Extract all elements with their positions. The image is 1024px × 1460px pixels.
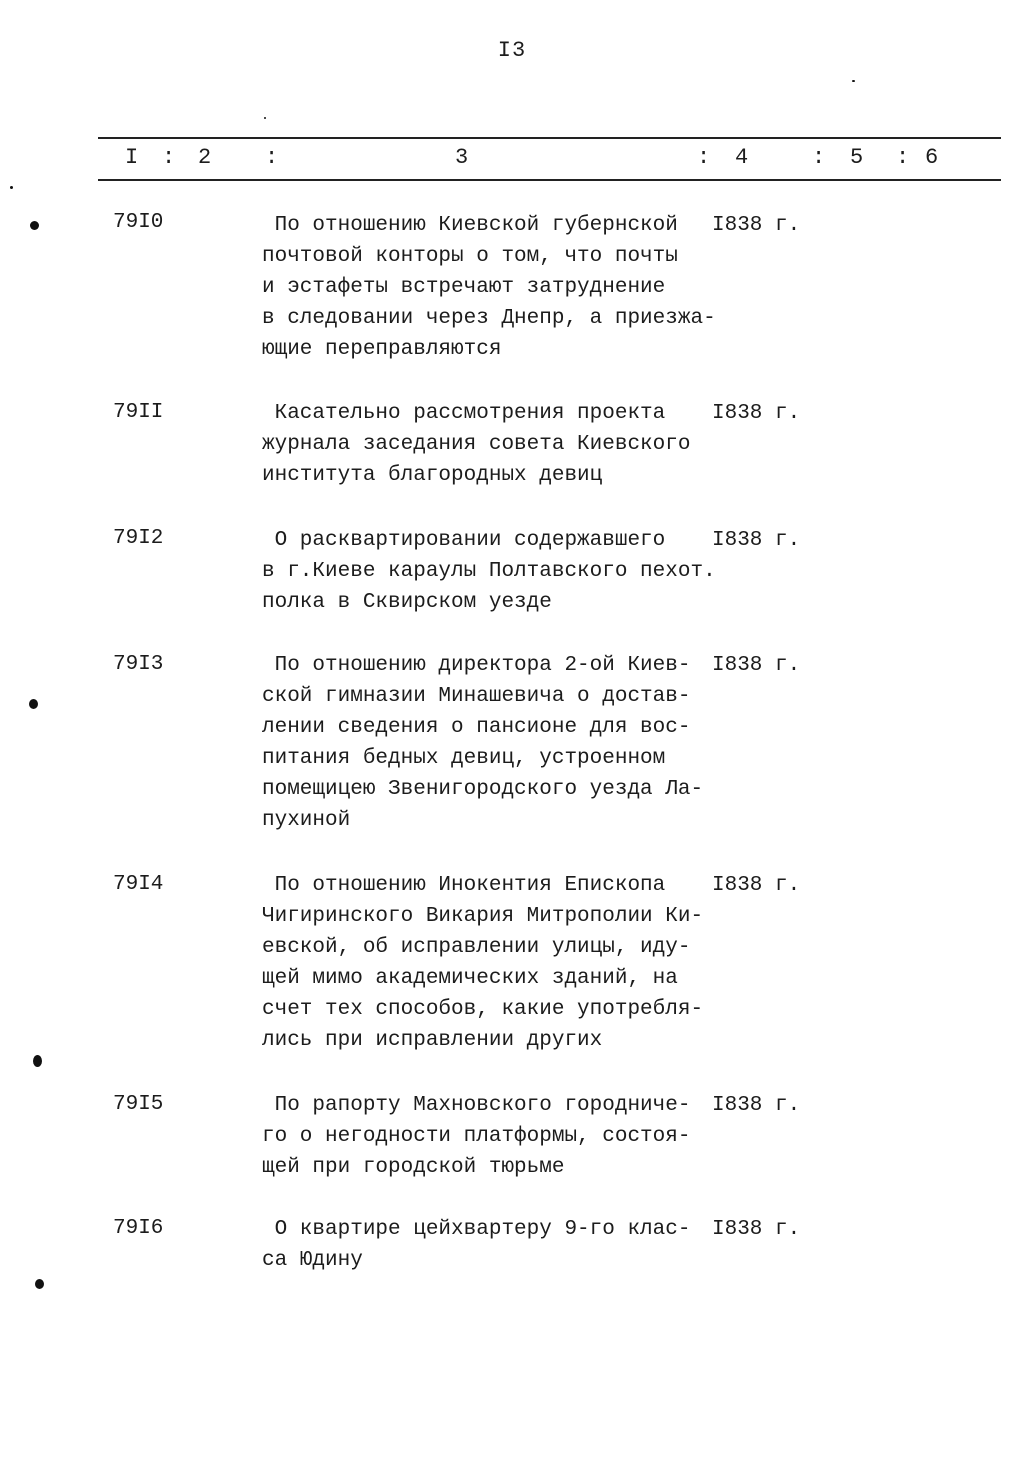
column-header-3: 3 xyxy=(455,145,469,170)
column-header-6: 6 xyxy=(925,145,939,170)
scan-speck xyxy=(10,186,13,189)
entry-year: I838 г. xyxy=(712,874,801,897)
column-header-2: 2 xyxy=(198,145,212,170)
entry-description: Касательно рассмотрения проекта журнала заседания совета Киевского института благородных девиц xyxy=(262,402,691,487)
punch-hole-mark xyxy=(29,699,38,709)
column-separator: : xyxy=(162,145,176,170)
punch-hole-mark xyxy=(35,1279,44,1289)
column-header-4: 4 xyxy=(735,145,749,170)
column-separator: : xyxy=(265,145,279,170)
entry-year: I838 г. xyxy=(712,1094,801,1117)
entry-year: I838 г. xyxy=(712,214,801,237)
column-separator: : xyxy=(697,145,711,170)
page-number: I3 xyxy=(497,38,527,63)
column-header-5: 5 xyxy=(850,145,864,170)
entry-number: 79I0 xyxy=(113,211,164,234)
entry-number: 79I4 xyxy=(113,873,164,896)
entry-number: 79I3 xyxy=(113,653,164,676)
entry-year: I838 г. xyxy=(712,654,801,677)
entry-description: О квартире цейхвартеру 9-го клас- са Юдину xyxy=(262,1218,691,1272)
scan-speck xyxy=(852,80,855,82)
scan-speck xyxy=(264,117,266,119)
entry-number: 79I2 xyxy=(113,527,164,550)
entry-number: 79I5 xyxy=(113,1093,164,1116)
entry-description: По отношению Инокентия Епископа Чигиринского Викария Митрополии Ки- евской, об исправлении улицы, иду- щей мимо академических зданий, на счет тех способов, какие употребля- лись при исправлении других xyxy=(262,874,704,1052)
punch-hole-mark xyxy=(33,1055,42,1067)
entry-number: 79II xyxy=(113,401,164,424)
punch-hole-mark xyxy=(30,221,39,230)
entry-description: По отношению директора 2-ой Киев- ской гимназии Минашевича о достав- лении сведения о пансионе для вос- питания бедных девиц, устроенном помещицею Звенигородского уезда Ла- пухиной xyxy=(262,654,704,832)
entry-year: I838 г. xyxy=(712,402,801,425)
entry-description: По рапорту Махновского городниче- го о негодности платформы, состоя- щей при городской тюрьме xyxy=(262,1094,691,1179)
column-separator: : xyxy=(812,145,826,170)
column-separator: : xyxy=(896,145,910,170)
header-rule-bottom xyxy=(98,179,1001,181)
header-rule-top xyxy=(98,137,1001,139)
entry-year: I838 г. xyxy=(712,529,801,552)
entry-description: По отношению Киевской губернской почтовой конторы о том, что почты и эстафеты встречают затруднение в следовании через Днепр, а приезжа- ющие переправляются xyxy=(262,214,716,361)
entry-year: I838 г. xyxy=(712,1218,801,1241)
column-header-1: I xyxy=(125,145,139,170)
entry-number: 79I6 xyxy=(113,1217,164,1240)
entry-description: О расквартировании содержавшего в г.Киеве караулы Полтавского пехот. полка в Сквирском уезде xyxy=(262,529,716,614)
